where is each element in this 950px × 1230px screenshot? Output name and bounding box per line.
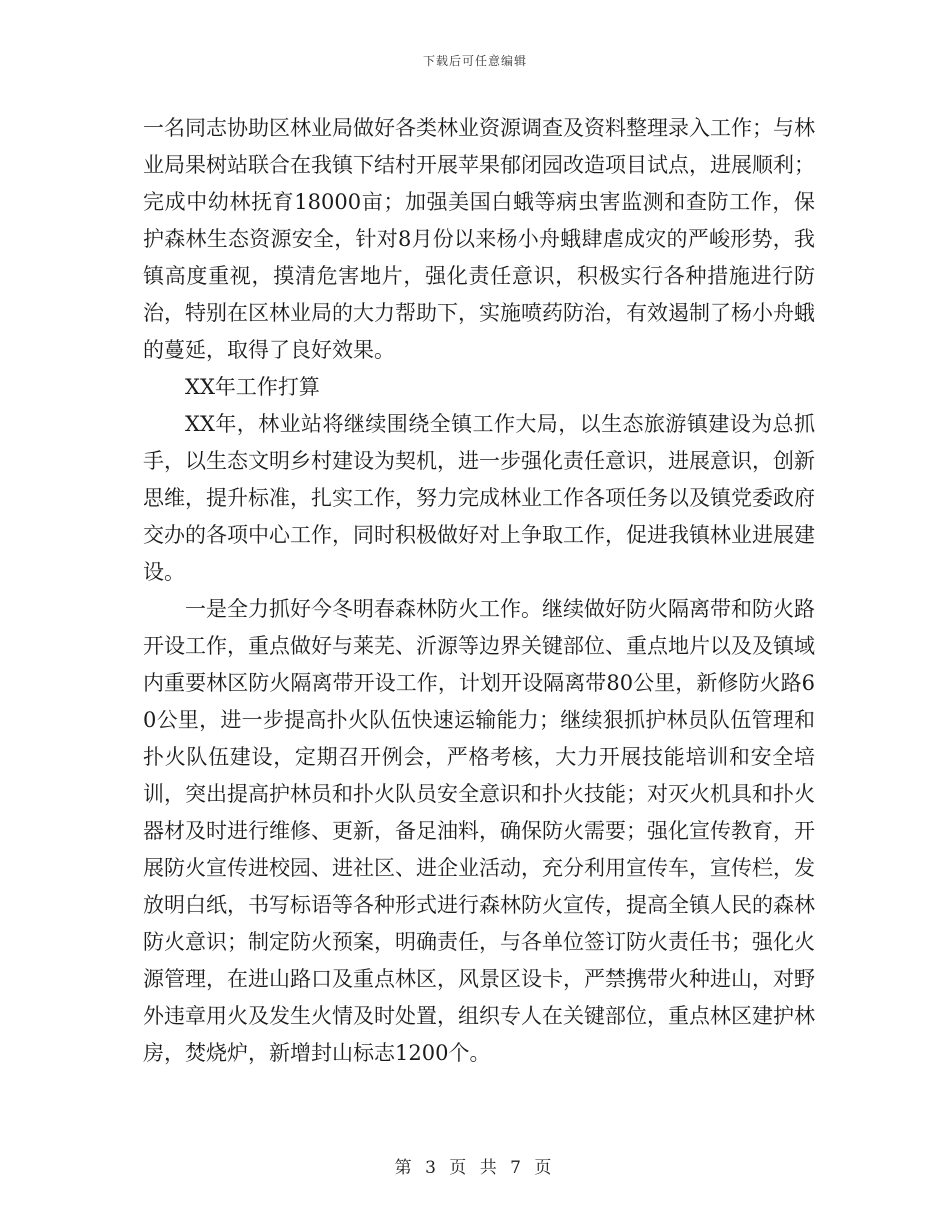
section-heading: XX年工作打算 bbox=[185, 375, 320, 399]
paragraph-work-plan-intro: XX年，林业站将继续围绕全镇工作大局，以生态旅游镇建设为总抓手，以生态文明乡村建设为契机，进一步强化责任意识，进展意识，创新思维，提升标准，扎实工作，努力完成林业工作各项任务以及镇党委政府交办的各项中心工作，同时积极做好对上争取工作，促进我镇林业进展建设。 bbox=[143, 412, 815, 584]
page-number: 第 3 页 共 7 页 bbox=[394, 1158, 556, 1178]
paragraph-fire-prevention: 一是全力抓好今冬明春森林防火工作。继续做好防火隔离带和防火路开设工作，重点做好与莱芜、沂源等边界关键部位、重点地片以及及镇域内重要林区防火隔离带开设工作，计划开设隔离带80公里，新修防火路60公里，进一步提高扑火队伍快速运输能力；继续狠抓护林员队伍管理和扑火队伍建设，定期召开例会，严格考核，大力开展技能培训和安全培训，突出提高护林员和扑火队员安全意识和扑火技能；对灭火机具和扑火器材及时进行维修、更新，备足油料，确保防火需要；强化宣传教育，开展防火宣传进校园、进社区、进企业活动，充分利用宣传车，宣传栏，发放明白纸，书写标语等各种形式进行森林防火宣传，提高全镇人民的森林防火意识；制定防火预案，明确责任，与各单位签订防火责任书；强化火源管理，在进山路口及重点林区，风景区设卡，严禁携带火种进山，对野外违章用火及发生火情及时处置，组织专人在关键部位，重点林区建护林房，焚烧炉，新增封山标志1200个。 bbox=[143, 597, 815, 1065]
page-header: 下载后可任意编辑 bbox=[422, 54, 527, 68]
document-body bbox=[143, 110, 815, 1072]
paragraph-work-summary: 一名同志协助区林业局做好各类林业资源调查及资料整理录入工作；与林业局果树站联合在我镇下结村开展苹果郁闭园改造项目试点，进展顺利；完成中幼林抚育18000亩；加强美国白蛾等病虫害监测和查防工作，保护森林生态资源安全，针对8月份以来杨小舟蛾肆虐成灾的严峻形势，我镇高度重视，摸清危害地片，强化责任意识，积极实行各种措施进行防治，特别在区林业局的大力帮助下，实施喷药防治，有效遏制了杨小舟蛾的蔓延，取得了良好效果。 bbox=[143, 116, 815, 362]
